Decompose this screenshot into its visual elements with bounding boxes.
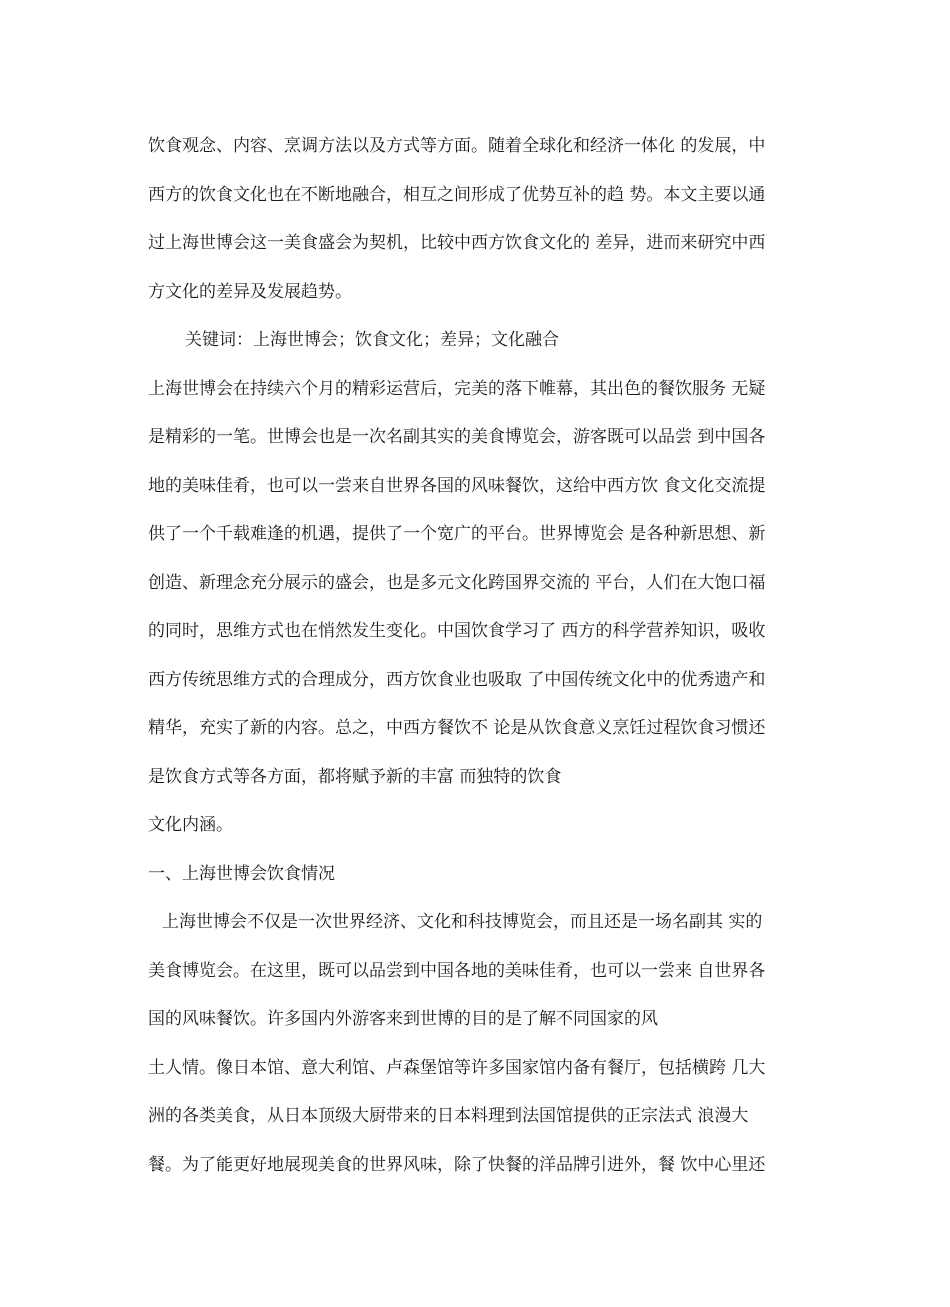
intro-line-7: 西方传统思维方式的合理成分，西方饮食业也吸取 了中国传统文化中的优秀遗产和 [148, 670, 766, 690]
intro-line-10: 文化内涵。 [148, 815, 233, 835]
section-line-6: 餐。为了能更好地展现美食的世界风味，除了快餐的洋品牌引进外，餐 饮中心里还 [148, 1155, 766, 1175]
abstract-line-4: 方文化的差异及发展趋势。 [148, 282, 352, 302]
intro-line-9: 是饮食方式等各方面，都将赋予新的丰富 而独特的饮食 [148, 767, 562, 787]
intro-line-2: 是精彩的一笔。世博会也是一次名副其实的美食博览会，游客既可以品尝 到中国各 [148, 427, 766, 447]
abstract-line-3: 过上海世博会这一美食盛会为契机，比较中西方饮食文化的 差异，进而来研究中西 [148, 233, 766, 253]
intro-line-1: 上海世博会在持续六个月的精彩运营后，完美的落下帷幕，其出色的餐饮服务 无疑 [148, 379, 766, 399]
intro-line-5: 创造、新理念充分展示的盛会，也是多元文化跨国界交流的 平台，人们在大饱口福 [148, 573, 766, 593]
section-heading: 一、上海世博会饮食情况 [148, 864, 335, 884]
abstract-line-2: 西方的饮食文化也在不断地融合，相互之间形成了优势互补的趋 势。本文主要以通 [148, 185, 766, 205]
intro-line-6: 的同时，思维方式也在悄然发生变化。中国饮食学习了 西方的科学营养知识，吸收 [148, 621, 766, 641]
section-line-1: 上海世博会不仅是一次世界经济、文化和科技博览会，而且还是一场名副其 实的 [162, 912, 763, 932]
keywords-line: 关键词：上海世博会；饮食文化；差异；文化融合 [185, 330, 559, 350]
abstract-line-1: 饮食观念、内容、烹调方法以及方式等方面。随着全球化和经济一体化 的发展，中 [148, 136, 766, 156]
intro-line-4: 供了一个千载难逢的机遇，提供了一个宽广的平台。世界博览会 是各种新思想、新 [148, 524, 766, 544]
intro-line-8: 精华，充实了新的内容。总之，中西方餐饮不 论是从饮食意义烹饪过程饮食习惯还 [148, 718, 766, 738]
intro-line-3: 地的美味佳肴，也可以一尝来自世界各国的风味餐饮，这给中西方饮 食文化交流提 [148, 476, 766, 496]
section-line-3: 国的风味餐饮。许多国内外游客来到世博的目的是了解不同国家的风 [148, 1009, 658, 1029]
section-line-5: 洲的各类美食，从日本顶级大厨带来的日本料理到法国馆提供的正宗法式 浪漫大 [148, 1106, 749, 1126]
section-line-4: 土人情。像日本馆、意大利馆、卢森堡馆等许多国家馆内备有餐厅，包括横跨 几大 [148, 1058, 766, 1078]
section-line-2: 美食博览会。在这里，既可以品尝到中国各地的美味佳肴，也可以一尝来 自世界各 [148, 961, 766, 981]
